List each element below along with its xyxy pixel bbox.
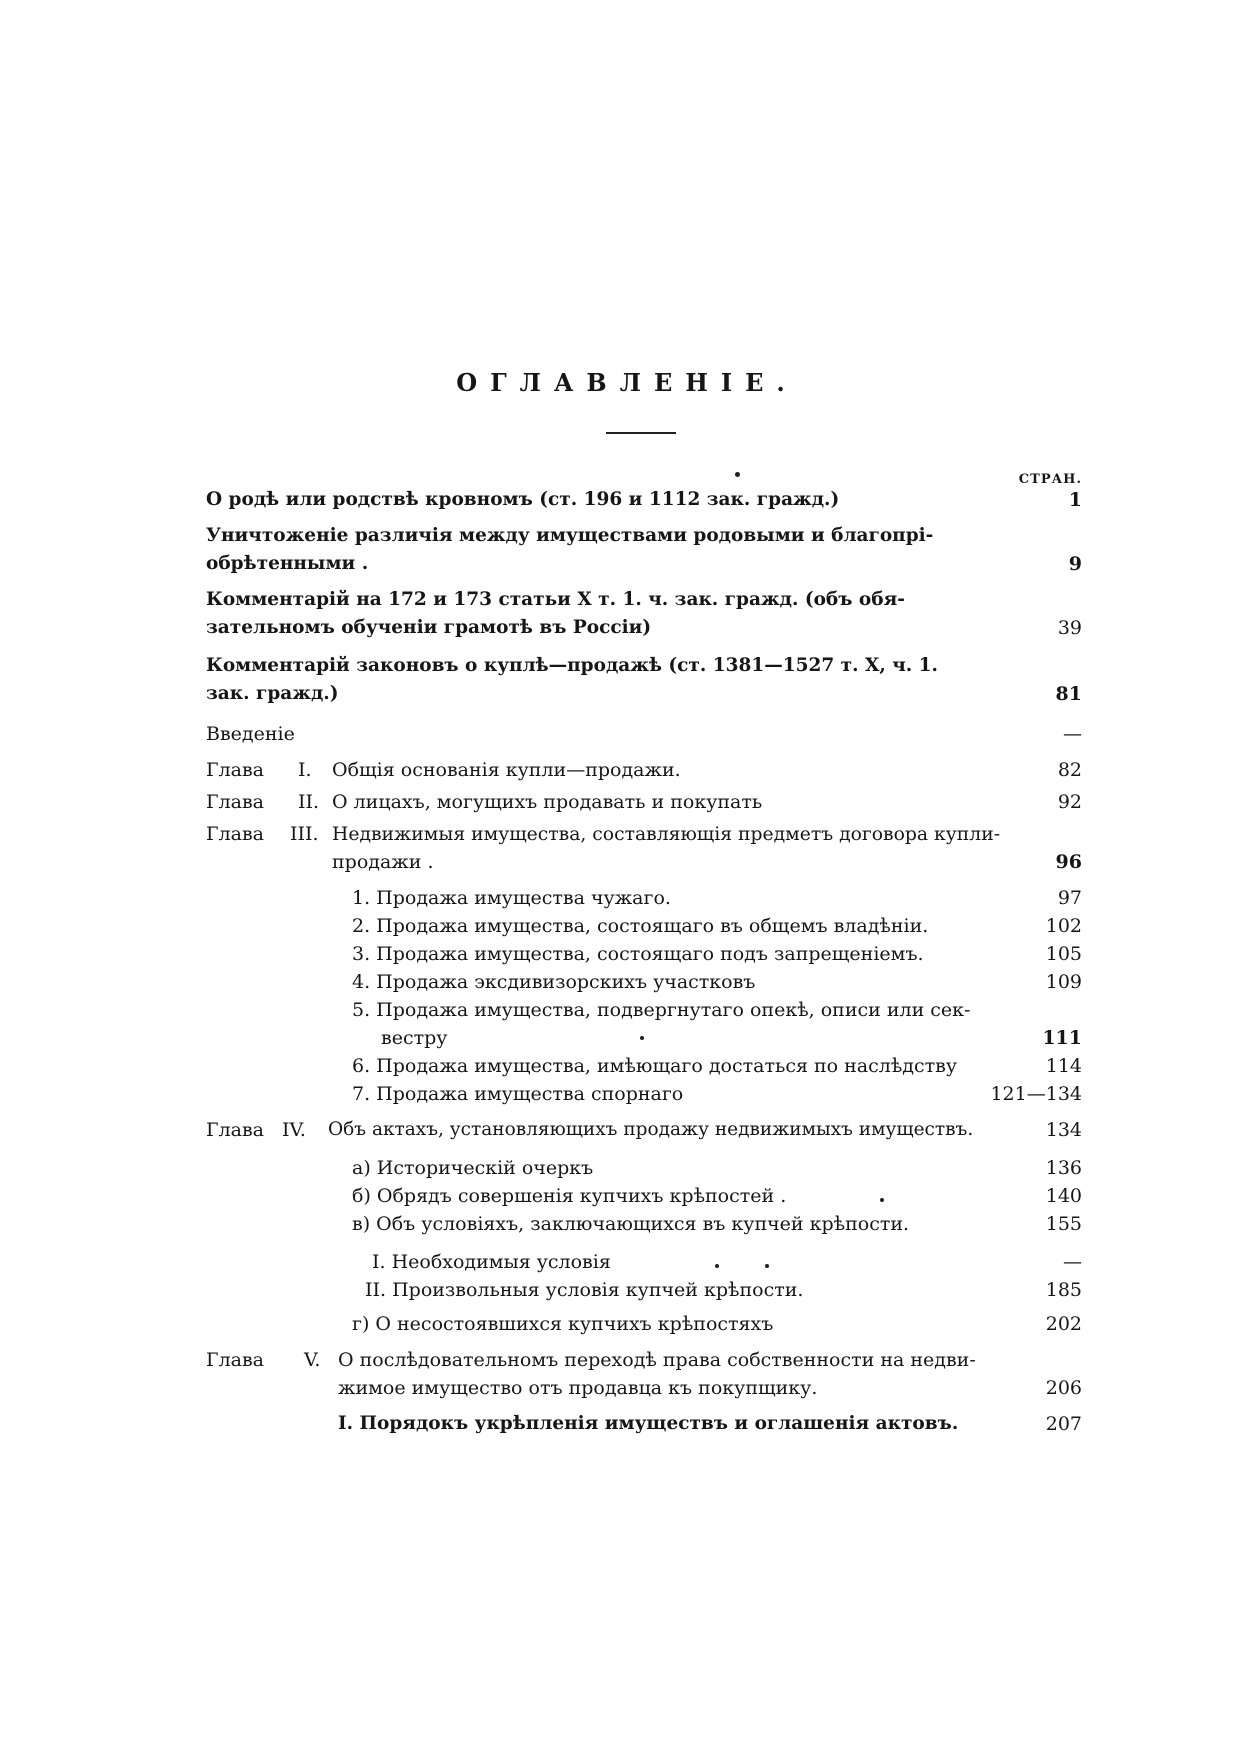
stray-dot [715,1264,719,1268]
toc-page-number: 134 [1045,1119,1082,1141]
toc-entry-line: Уничтоженіе различія между имуществами родовыми и благопрі- [206,525,934,546]
toc-page-number: 97 [1057,887,1082,909]
toc-page-number: 102 [1045,915,1082,937]
toc-page-number: — [1063,1251,1082,1273]
section-line: 5. Продажа имущества, подвергнутаго опекѣ, описи или сек- [352,999,971,1021]
toc-page-number: — [1063,723,1082,745]
section-line: 4. Продажа эксдивизорскихъ участковъ [352,971,756,993]
stray-dot [640,1036,644,1040]
toc-page-number: 207 [1045,1413,1082,1435]
toc-entry-line: зак. гражд.) [206,683,339,704]
toc-page-number: 96 [1055,851,1082,873]
chapter-title-line: жимое имущество отъ продавца къ покупщику. [338,1377,818,1399]
toc-page-number: 92 [1057,791,1082,813]
page-column-header: СТРАН. [1018,472,1082,487]
toc-page-number: 111 [1042,1027,1082,1049]
section-line: 7. Продажа имущества спорнаго [352,1083,684,1105]
toc-entry-line: зательномъ обученіи грамотѣ въ Россіи) [206,617,652,638]
chapter-word: Глава [206,823,265,845]
chapter-title-line: продажи . [332,851,434,873]
toc-entry-line: обрѣтенными . [206,553,369,574]
chapter-title-line: Общія основанія купли—продажи. [332,759,681,781]
section-line: 6. Продажа имущества, имѣющаго достаться по наслѣдству [352,1055,958,1077]
chapter-title-line: О лицахъ, могущихъ продавать и покупать [332,791,763,813]
toc-page-number: 155 [1045,1213,1082,1235]
toc-page-number: 82 [1057,759,1082,781]
toc-page-number: 121—134 [990,1083,1082,1105]
toc-page-number: 202 [1045,1313,1082,1335]
toc-page-number: 136 [1045,1157,1082,1179]
stray-dot [880,1198,884,1202]
chapter-word: Глава [206,1119,265,1141]
section-line: 3. Продажа имущества, состоящаго подъ запрещеніемъ. [352,943,924,965]
toc-page-number: 105 [1045,943,1082,965]
section-line: 1. Продажа имущества чужаго. [352,887,671,909]
chapter-number: IV. [282,1119,306,1141]
section-line: б) Обрядъ совершенія купчихъ крѣпостей . [352,1185,787,1207]
chapter-number: I. [298,759,312,781]
title-underline [606,432,676,434]
section-line: II. Произвольныя условія купчей крѣпости. [365,1279,804,1301]
section-line: I. Необходимыя условія [372,1251,611,1273]
section-line: вестру [381,1027,448,1049]
toc-page-number: 114 [1045,1055,1082,1077]
toc-page-number: 1 [1068,489,1082,511]
section-line: а) Историческій очеркъ [352,1157,594,1179]
section-line: 2. Продажа имущества, состоящаго въ общемъ владѣніи. [352,915,929,937]
section-line: I. Порядокъ укрѣпленія имуществъ и оглашенія актовъ. [338,1413,959,1434]
chapter-word: Глава [206,791,265,813]
section-line: г) О несостоявшихся купчихъ крѣпостяхъ [352,1313,774,1335]
toc-page-number: 39 [1057,617,1082,639]
chapter-title-line: Объ актахъ, установляющихъ продажу недвижимыхъ имуществъ. [328,1119,974,1140]
stray-dot [735,472,740,477]
toc-entry-line: Комментарій законовъ о куплѣ—продажѣ (ст. 1381—1527 т. X, ч. 1. [206,655,938,676]
chapter-title-line: Недвижимыя имущества, составляющія предметъ договора купли- [332,823,1001,845]
toc-entry-line: Комментарій на 172 и 173 статьи X т. 1. ч. зак. гражд. (объ обя- [206,589,905,610]
chapter-word: Глава [206,759,265,781]
chapter-number: III. [290,823,319,845]
stray-dot [765,1264,769,1268]
page-title: ОГЛАВЛЕНІЕ. [456,368,798,397]
toc-page-number: 81 [1055,683,1082,705]
chapter-word: Глава [206,1349,265,1371]
toc-page-number: 206 [1045,1377,1082,1399]
chapter-number: V. [304,1349,321,1371]
chapter-number: II. [298,791,320,813]
toc-page-number: 9 [1068,553,1082,575]
toc-page-number: 140 [1045,1185,1082,1207]
toc-page-number: 185 [1045,1279,1082,1301]
section-line: в) Объ условіяхъ, заключающихся въ купчей крѣпости. [352,1213,910,1235]
toc-intro-label: Введеніе [206,723,295,745]
toc-page-number: 109 [1045,971,1082,993]
chapter-title-line: О послѣдовательномъ переходѣ права собственности на недви- [338,1349,976,1371]
toc-entry-line: О родѣ или родствѣ кровномъ (ст. 196 и 1112 зак. гражд.) [206,489,840,510]
